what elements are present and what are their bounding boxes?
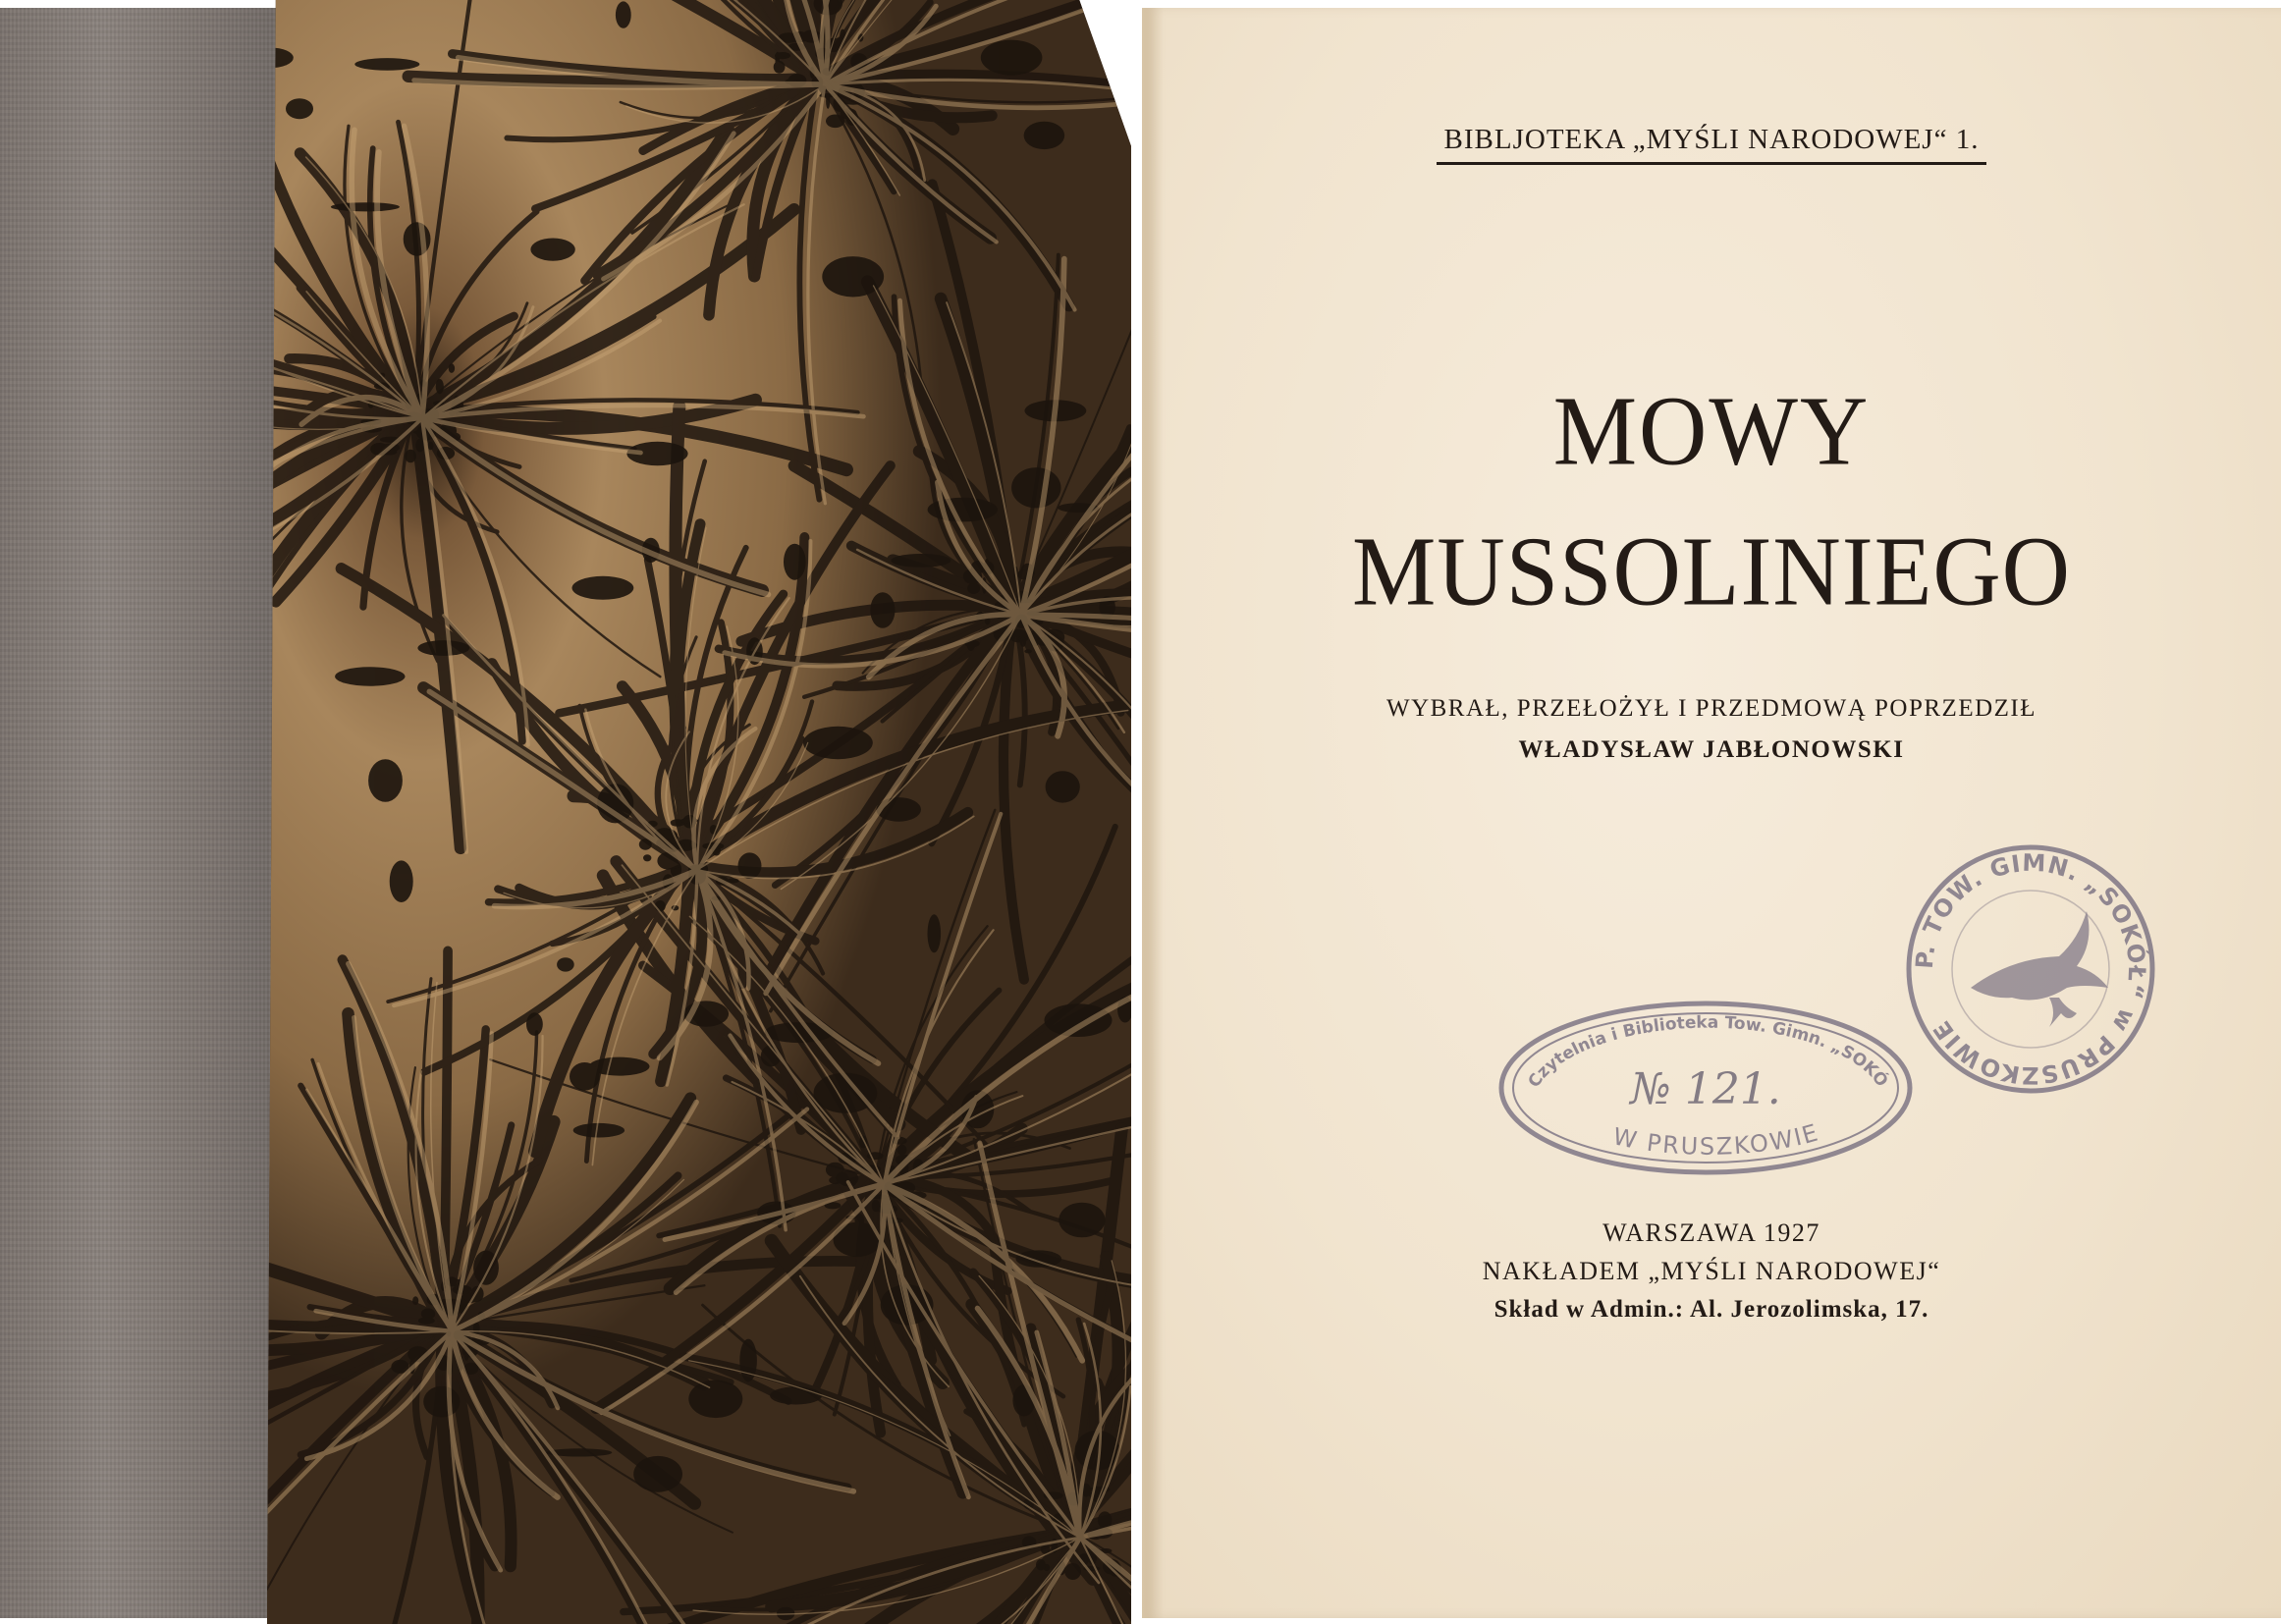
marble-blot — [526, 1012, 543, 1036]
credit-line-1: WYBRAŁ, PRZEŁOŻYŁ I PRZEDMOWĄ POPRZEDZIŁ — [1385, 695, 2037, 722]
marbled-pattern — [267, 0, 1131, 1624]
imprint-address: Skład w Admin.: Al. Jerozolimska, 17. — [1494, 1296, 1929, 1323]
marble-speck — [727, 879, 738, 884]
marble-speck — [1036, 1559, 1046, 1570]
marble-speck — [418, 1318, 435, 1325]
marble-speck — [826, 115, 844, 129]
marble-speck — [1020, 637, 1026, 647]
marble-blot — [892, 554, 951, 568]
marble-blot — [573, 1123, 625, 1138]
marble-speck — [826, 93, 830, 109]
falcon-emblem-icon — [1971, 911, 2108, 1027]
marble-speck — [415, 439, 424, 453]
cloth-spine — [0, 8, 295, 1618]
marble-blot — [822, 256, 884, 297]
imprint-publisher: NAKŁADEM „MYŚLI NARODOWEJ“ — [1482, 1257, 1941, 1285]
marble-speck — [449, 363, 455, 373]
marble-blot — [738, 852, 762, 879]
marble-speck — [405, 450, 416, 462]
marble-blot — [633, 1456, 682, 1492]
marble-blot — [335, 667, 405, 685]
round-stamp-text: P. TOW. GIMN. „SOKÓŁ“ w PRUSZKOWIE — [1910, 848, 2151, 1090]
marble-blot — [770, 1386, 822, 1404]
marble-speck — [1064, 1563, 1081, 1580]
marble-blot — [928, 914, 942, 952]
oval-stamp-top-text: Czytelnia i Biblioteka Tow. Gimn. „SOKÓ — [1524, 1012, 1892, 1092]
marble-speck — [1024, 649, 1032, 653]
marble-blot — [423, 1386, 460, 1418]
marble-speck — [775, 52, 790, 59]
marble-blot — [1059, 1203, 1105, 1238]
marble-blot — [688, 1380, 742, 1419]
marble-blot — [530, 239, 574, 261]
marble-speck — [664, 864, 680, 869]
marble-blot — [803, 727, 873, 759]
title-line-1: MOWY — [1552, 375, 1871, 486]
marble-blot — [354, 58, 419, 71]
marble-speck — [967, 582, 980, 594]
imprint-place-year: WARSZAWA 1927 — [1602, 1218, 1820, 1247]
oval-stamp-number: № 121. — [1630, 1064, 1781, 1114]
marble-blot — [784, 544, 806, 580]
marble-blot — [417, 640, 469, 656]
marble-blot — [616, 1, 631, 27]
gutter-shadow — [1142, 8, 1164, 1618]
series-heading — [1142, 124, 2281, 165]
marble-speck — [897, 1145, 907, 1156]
title-line-2: MUSSOLINIEGO — [1352, 515, 2071, 626]
marble-blot — [572, 576, 634, 600]
marble-speck — [436, 379, 444, 394]
marble-blot — [1011, 467, 1060, 508]
marble-speck — [412, 1296, 418, 1305]
marble-blot — [1024, 122, 1065, 149]
marble-blot — [928, 498, 998, 522]
marble-blot — [286, 98, 313, 119]
marble-blot — [557, 957, 574, 971]
marble-blot — [368, 759, 403, 802]
oval-library-stamp — [1493, 996, 1920, 1180]
credit-author: WŁADYSŁAW JABŁONOWSKI — [1518, 736, 1905, 763]
marble-blot — [981, 40, 1043, 76]
series-text: BIBLJOTEKA „MYŚLI NARODOWEJ“ 1. — [1437, 124, 1987, 165]
marble-blot — [390, 860, 413, 902]
marble-speck — [643, 854, 651, 861]
oval-stamp-bottom-text: W PRUSZKOWIE — [1610, 1118, 1823, 1161]
marble-blot — [1016, 1250, 1062, 1267]
marble-blot — [1046, 771, 1080, 802]
marble-blot — [870, 592, 895, 628]
marble-speck — [473, 1323, 480, 1334]
marble-speck — [428, 442, 434, 450]
marbled-cover — [267, 0, 1131, 1624]
title-page — [1142, 8, 2281, 1618]
round-society-stamp — [1902, 840, 2159, 1098]
marble-blot — [570, 1062, 600, 1091]
marble-blot — [331, 202, 400, 211]
marble-speck — [655, 900, 666, 912]
marble-blot — [1045, 1003, 1113, 1037]
